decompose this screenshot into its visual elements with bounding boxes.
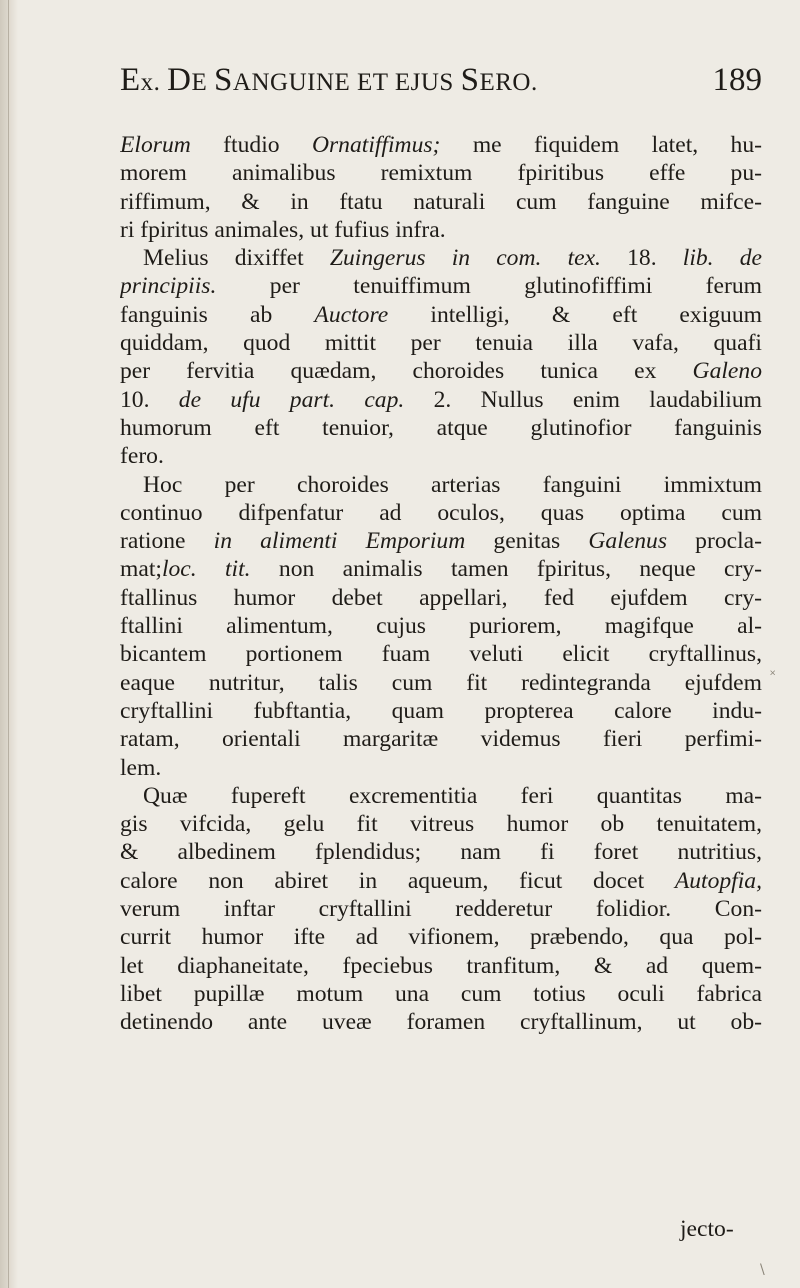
page-number: 189 xyxy=(712,62,762,98)
title-initial-e: E xyxy=(120,62,141,98)
text-segment: genitas xyxy=(465,528,589,555)
text-segment: Quæ fupereft excrementitia feri quantitas ma- xyxy=(143,782,762,809)
margin-speck: \ xyxy=(760,1262,765,1278)
text-line xyxy=(120,555,762,583)
text-segment: morem animalibus remixtum fpiritibus effe pu- xyxy=(120,160,762,187)
text-segment: Melius dixiffet xyxy=(143,245,330,272)
text-segment: riffimum, & in ftatu naturali cum fanguine mifce- xyxy=(120,188,762,215)
text-segment: & albedinem fplendidus; nam fi foret nutritius, xyxy=(120,839,762,866)
text-segment: let diaphaneitate, fpeciebus tranfitum, & ad quem- xyxy=(120,952,762,979)
text-segment: eaque nutritur, talis cum fit redintegranda ejufdem xyxy=(120,669,762,696)
text-line xyxy=(120,725,762,753)
text-line xyxy=(120,810,762,838)
italic-segment: in alimenti Emporium xyxy=(213,528,466,555)
text-line xyxy=(120,159,762,187)
text-segment: bicantem portionem fuam veluti elicit cryftallinus, xyxy=(120,641,762,668)
text-line xyxy=(120,357,762,385)
italic-segment: Zuingerus in com. tex. xyxy=(329,245,601,272)
text-line xyxy=(120,867,762,895)
text-line xyxy=(120,188,762,216)
italic-segment: Ornatiffimus; xyxy=(311,132,441,158)
text-line xyxy=(120,471,762,499)
italic-segment: de ufu part. cap. xyxy=(178,386,405,413)
text-segment: quiddam, quod mittit per tenuia illa vafa, quafi xyxy=(120,330,762,357)
text-line xyxy=(120,782,762,810)
text-line xyxy=(120,131,762,159)
text-segment: lem. xyxy=(120,754,162,781)
text-line xyxy=(120,442,762,470)
text-segment: per fervitia quædam, choroides tunica ex xyxy=(120,358,693,385)
text-segment: ratione xyxy=(120,528,214,555)
italic-segment: Auctore xyxy=(314,301,389,328)
text-segment: ratam, orientali margaritæ videmus fieri perfimi- xyxy=(120,726,762,753)
gutter-line xyxy=(8,0,9,1288)
text-line xyxy=(120,329,762,357)
text-line xyxy=(120,499,762,527)
text-line xyxy=(120,980,762,1008)
text-segment: mat; xyxy=(120,556,162,583)
text-line xyxy=(120,414,762,442)
title-initial-s2: S xyxy=(460,62,480,98)
text-line xyxy=(120,612,762,640)
text-segment: me fiquidem latet, hu- xyxy=(440,132,762,158)
italic-segment: Galeno xyxy=(692,358,762,385)
text-line xyxy=(120,952,762,980)
text-segment: procla- xyxy=(667,528,762,555)
title-part: ANGUINE ET EJUS xyxy=(232,69,461,96)
text-segment: Hoc per choroides arterias fanguini immixtum xyxy=(143,471,762,498)
text-line xyxy=(120,527,762,555)
italic-segment: Elorum xyxy=(120,132,191,158)
catchword: jecto- xyxy=(680,1216,734,1242)
text-segment: humorum eft tenuior, atque glutinofior fanguinis xyxy=(120,414,762,441)
italic-segment: loc. tit. xyxy=(161,556,251,583)
italic-segment: principiis. xyxy=(120,273,217,300)
text-line xyxy=(120,754,762,782)
text-segment: continuo difpenfatur ad oculos, quas optima cum xyxy=(120,499,762,526)
text-segment: currit humor ifte ad vifionem, præbendo, qua pol- xyxy=(120,924,762,951)
text-line xyxy=(120,640,762,668)
text-segment: fanguinis ab xyxy=(120,301,315,328)
text-segment: libet pupillæ motum una cum totius oculi fabrica xyxy=(120,980,762,1007)
title-part: x. xyxy=(140,69,168,96)
text-segment: per tenuiffimum glutinofiffimi ferum xyxy=(216,273,762,300)
text-line xyxy=(120,584,762,612)
body-text xyxy=(120,131,762,1037)
text-line xyxy=(120,697,762,725)
text-segment: verum inftar cryftallini redderetur folidior. Con- xyxy=(120,896,762,923)
title-part: ERO. xyxy=(479,69,538,96)
text-segment: fero. xyxy=(120,443,164,470)
italic-segment: lib. de xyxy=(682,245,762,272)
text-line xyxy=(120,272,762,300)
text-line xyxy=(120,923,762,951)
title-part: E xyxy=(191,69,215,96)
text-segment: ftudio xyxy=(190,132,312,158)
title-initial-s: S xyxy=(214,62,233,98)
book-spine-shadow xyxy=(0,0,18,1288)
text-line xyxy=(120,301,762,329)
text-line xyxy=(120,244,762,272)
italic-segment: Galenus xyxy=(588,528,668,555)
text-segment: non animalis tamen fpiritus, neque cry- xyxy=(250,556,762,583)
text-segment: 2. Nullus enim laudabilium xyxy=(404,386,762,413)
text-line xyxy=(120,1008,762,1036)
text-segment: 10. xyxy=(120,386,179,413)
text-line xyxy=(120,216,762,244)
text-segment: gis vifcida, gelu fit vitreus humor ob tenuitatem, xyxy=(120,811,762,838)
running-title xyxy=(120,62,538,99)
text-segment: cryftallini fubftantia, quam propterea calore indu- xyxy=(120,697,762,724)
text-line xyxy=(120,895,762,923)
italic-segment: Autopfia, xyxy=(674,867,762,894)
text-segment: ri fpiritus animales, ut fufius infra. xyxy=(120,216,446,243)
text-segment: calore non abiret in aqueum, ficut docet xyxy=(120,867,675,894)
text-line xyxy=(120,669,762,697)
text-segment: ftallini alimentum, cujus puriorem, magifque al- xyxy=(120,613,762,640)
running-header xyxy=(120,62,762,112)
text-line xyxy=(120,386,762,414)
text-segment: intelligi, & eft exiguum xyxy=(388,301,762,328)
margin-speck: ˟ xyxy=(770,668,776,684)
text-segment: ftallinus humor debet appellari, fed ejufdem cry- xyxy=(120,584,762,611)
text-line xyxy=(120,838,762,866)
title-initial-d: D xyxy=(167,62,192,98)
text-segment: detinendo ante uveæ foramen cryftallinum, ut ob- xyxy=(120,1009,762,1036)
text-segment: 18. xyxy=(600,245,683,272)
